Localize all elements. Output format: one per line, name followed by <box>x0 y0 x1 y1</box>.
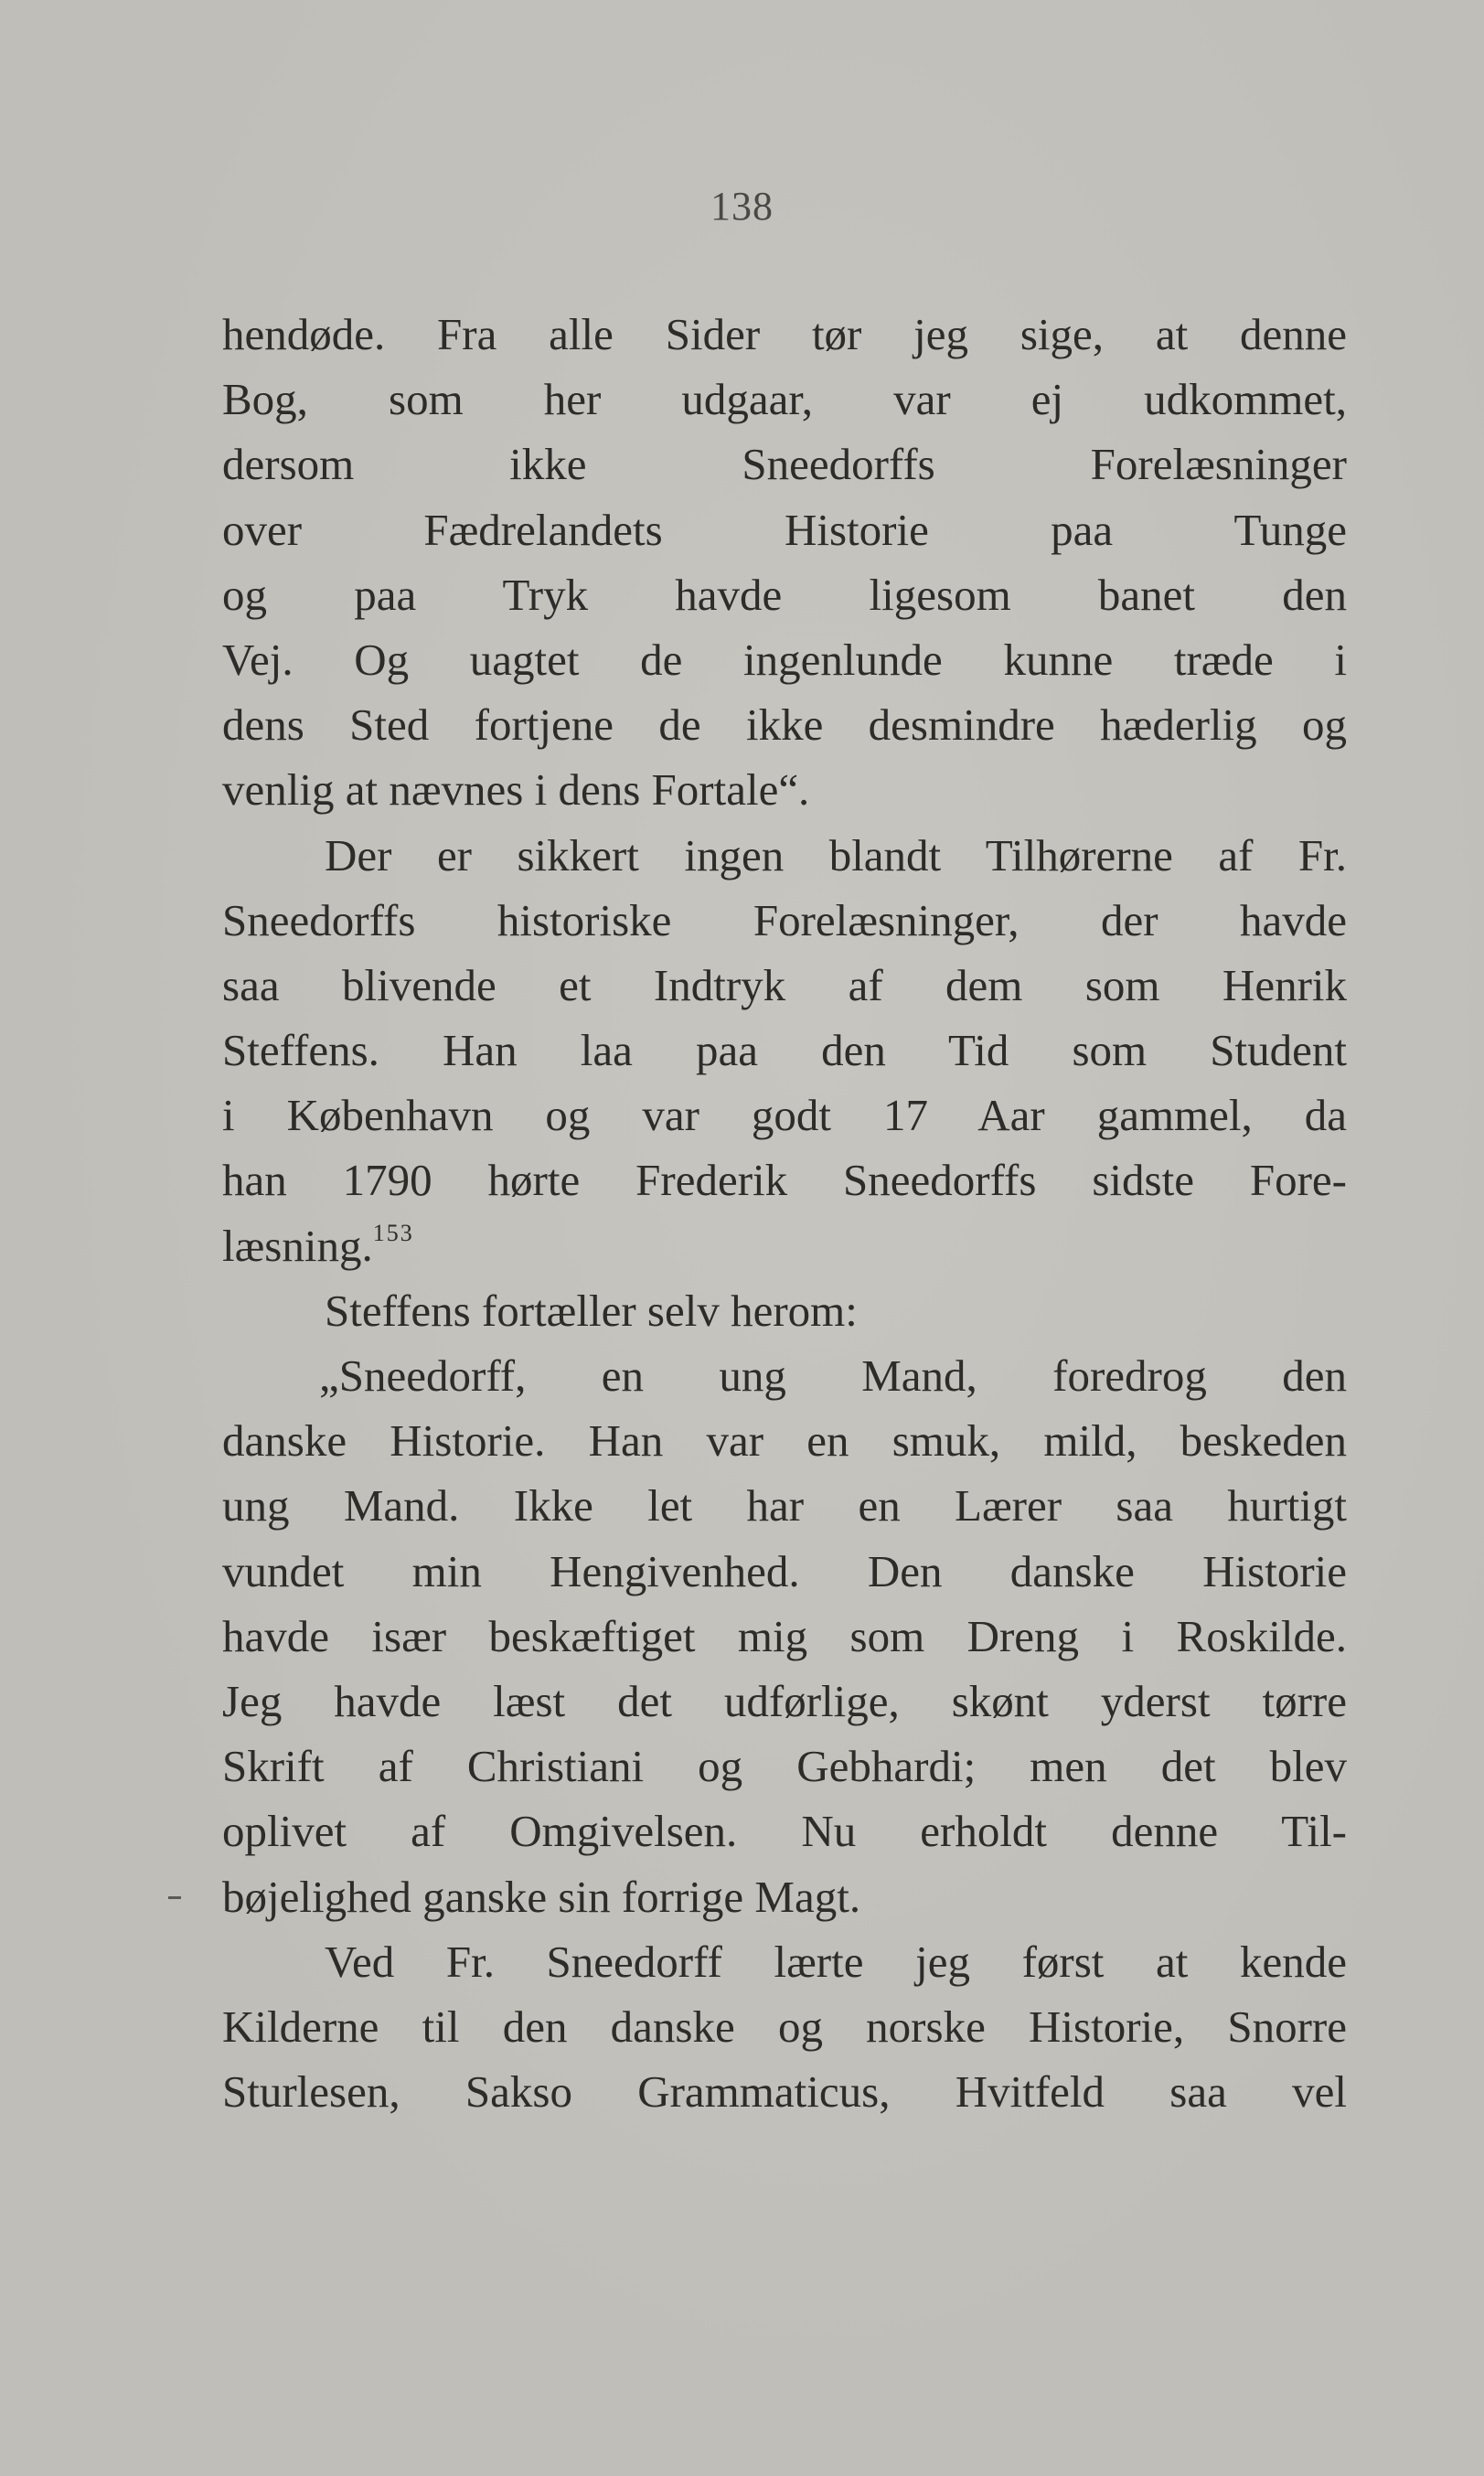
text-line: Sturlesen, Sakso Grammaticus, Hvitfeld saa vel <box>222 2066 1347 2118</box>
body-text <box>222 302 1347 2124</box>
text-line: han 1790 hørte Frederik Sneedorffs sidste Fore- <box>222 1155 1347 1206</box>
text-line: Bog, som her udgaar, var ej udkommet, <box>222 374 1347 425</box>
text-line-with-footnote <box>222 1213 1347 1278</box>
text-line: bøjelighed ganske sin forrige Magt. <box>222 1871 861 1922</box>
text-line: dersom ikke Sneedorffs Forelæsninger <box>222 439 1347 490</box>
margin-dash-mark <box>168 1896 181 1899</box>
text-line: i København og var godt 17 Aar gammel, da <box>222 1090 1347 1141</box>
paragraph-start-line: Der er sikkert ingen blandt Tilhørerne af Fr. <box>325 829 1347 880</box>
text-line: og paa Tryk havde ligesom banet den <box>222 569 1347 620</box>
page-number: 138 <box>710 184 774 229</box>
text-line: Jeg havde læst det udførlige, skønt yderst tørre <box>222 1675 1347 1726</box>
text-line: danske Historie. Han var en smuk, mild, beskeden <box>222 1415 1347 1467</box>
text-line: Vej. Og uagtet de ingenlunde kunne træde i <box>222 634 1347 685</box>
paragraph-start-line: Steffens fortæller selv herom: <box>325 1285 858 1336</box>
text-line: læsning. <box>222 1220 373 1271</box>
text-line: saa blivende et Indtryk af dem som Henrik <box>222 959 1347 1010</box>
text-line: Sneedorffs historiske Forelæsninger, der havde <box>222 894 1347 945</box>
text-line: havde især beskæftiget mig som Dreng i Roskilde. <box>222 1610 1347 1661</box>
text-line: oplivet af Omgivelsen. Nu erholdt denne Til- <box>222 1806 1347 1857</box>
text-line: Kilderne til den danske og norske Historie, Snorre <box>222 2001 1347 2052</box>
text-line: Steffens. Han laa paa den Tid som Student <box>222 1025 1347 1076</box>
paragraph-start-line: Ved Fr. Sneedorff lærte jeg først at kende <box>325 1936 1347 1987</box>
text-line: venlig at nævnes i dens Fortale“. <box>222 764 810 816</box>
text-line: hendøde. Fra alle Sider tør jeg sige, at denne <box>222 309 1347 359</box>
text-line: dens Sted fortjene de ikke desmindre hæderlig og <box>222 699 1347 751</box>
footnote-reference: 153 <box>372 1219 414 1246</box>
text-line: ung Mand. Ikke let har en Lærer saa hurtigt <box>222 1480 1347 1531</box>
text-line: over Fædrelandets Historie paa Tunge <box>222 504 1347 555</box>
text-line: Skrift af Christiani og Gebhardi; men det blev <box>222 1741 1347 1792</box>
text-line: vundet min Hengivenhed. Den danske Historie <box>222 1545 1347 1596</box>
quote-start-line: „Sneedorff, en ung Mand, foredrog den <box>319 1350 1347 1401</box>
